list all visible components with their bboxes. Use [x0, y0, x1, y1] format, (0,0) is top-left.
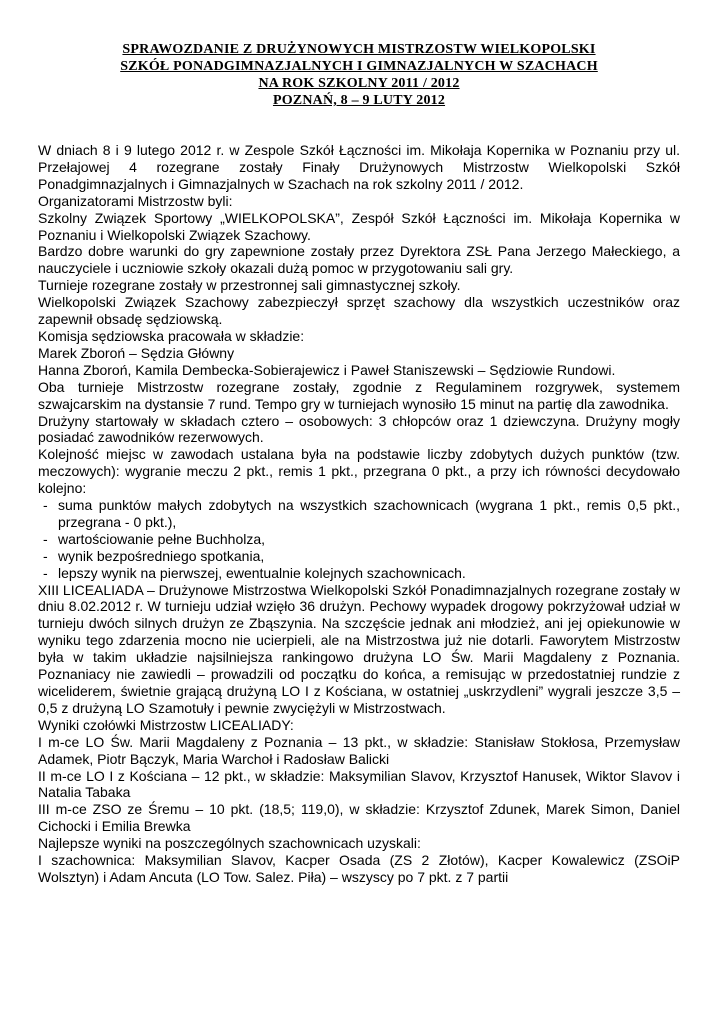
tiebreak-item-text: wynik bezpośredniego spotkania,	[58, 547, 265, 564]
paragraph-venue: Turnieje rozegrane zostały w przestronnej sali gimnastycznej szkoły.	[38, 277, 461, 294]
paragraph-ranking-rules: Kolejność miejsc w zawodach ustalana była na podstawie liczby zdobytych dużych punktów (tzw. meczowych): wygranie meczu 2 pkt., remis 1 pkt., przegrana 0 pkt., a przy ich równości decydowało kolejno:	[38, 446, 680, 497]
paragraph-organizers-list: Szkolny Związek Sportowy „WIELKOPOLSKA”, Zespół Szkół Łączności im. Mikołaja Kopernika w Poznaniu i Wielkopolski Związek Szachowy.	[38, 209, 680, 243]
best-boards-heading: Najlepsze wyniki na poszczególnych szachownicach uzyskali:	[38, 835, 421, 852]
tiebreak-item-board-results	[38, 565, 680, 582]
title-line-2: SZKÓŁ PONADGIMNAZJALNYCH I GIMNAZJALNYCH W SZACHACH	[120, 59, 598, 74]
results-entry-third-place: III m-ce ZSO ze Śremu – 10 pkt. (18,5; 119,0), w składzie: Krzysztof Zdunek, Marek Simon, Daniel Cichocki i Emilia Brewka	[38, 801, 680, 835]
paragraph-round-referees: Hanna Zboroń, Kamila Dembecka-Sobierajewicz i Paweł Staniszewski – Sędziowie Rundowi.	[38, 361, 616, 378]
hyphen-bullet-marker: -	[43, 564, 48, 581]
document-body	[38, 142, 680, 886]
paragraph-conditions: Bardzo dobre warunki do gry zapewnione zostały przez Dyrektora ZSŁ Pana Jerzego Małeckiego, a nauczyciele i uczniowie szkoły okazali dużą pomoc w przygotowaniu sali gry.	[38, 243, 680, 277]
paragraph-organizers-label: Organizatorami Mistrzostw byli:	[38, 192, 233, 209]
paragraph-referees-label: Komisja sędziowska pracowała w składzie:	[38, 327, 305, 344]
tiebreak-item-text: lepszy wynik na pierwszej, ewentualnie kolejnych szachownicach.	[58, 564, 466, 581]
tiebreak-list	[38, 497, 680, 582]
tiebreak-item-text: wartościowanie pełne Buchholza,	[58, 530, 266, 547]
paragraph-chief-referee: Marek Zboroń – Sędzia Główny	[38, 344, 235, 361]
results-entry-second-place: II m-ce LO I z Kościana – 12 pkt., w składzie: Maksymilian Slavov, Krzysztof Hanusek, Wiktor Slavov i Natalia Tabaka	[38, 767, 680, 801]
tiebreak-item-text: suma punktów małych zdobytych na wszystkich szachownicach (wygrana 1 pkt., remis 0,5 pkt., przegrana - 0 pkt.),	[58, 497, 680, 530]
paragraph-tournament-system: Oba turnieje Mistrzostw rozegrane zostały, zgodnie z Regulaminem rozgrywek, systemem szwajcarskim na dystansie 7 rund. Tempo gry w turniejach wynosiło 15 minut na partię dla zawodnika.	[38, 378, 680, 412]
tiebreak-item-small-points	[38, 497, 680, 531]
paragraph-equipment: Wielkopolski Związek Szachowy zabezpieczył sprzęt szachowy dla wszystkich uczestników oraz zapewnił obsadę sędziowską.	[38, 294, 680, 328]
hyphen-bullet-marker: -	[43, 547, 48, 564]
title-line-4: POZNAŃ, 8 – 9 LUTY 2012	[272, 93, 446, 108]
results-heading: Wyniki czołówki Mistrzostw LICEALIADY:	[38, 716, 294, 733]
hyphen-bullet-marker: -	[43, 530, 48, 547]
document-title	[38, 41, 680, 109]
best-boards-entry-board-1: I szachownica: Maksymilian Slavov, Kacper Osada (ZS 2 Złotów), Kacper Kowalewicz (ZSOiP Wolsztyn) i Adam Ancuta (LO Tow. Salez. Piła) – wszyscy po 7 pkt. z 7 partii	[38, 852, 680, 885]
title-line-3: NA ROK SZKOLNY 2011 / 2012	[258, 76, 460, 91]
tiebreak-item-direct-match	[38, 548, 680, 565]
hyphen-bullet-marker: -	[43, 497, 48, 514]
paragraph-team-composition: Drużyny startowały w składach cztero – osobowych: 3 chłopców oraz 1 dziewczyna. Drużyny mogły posiadać zawodników rezerwowych.	[38, 412, 680, 446]
tiebreak-item-buchholz	[38, 531, 680, 548]
paragraph-event-overview: W dniach 8 i 9 lutego 2012 r. w Zespole Szkół Łączności im. Mikołaja Kopernika w Poznaniu przy ul. Przełajowej 4 rozegrane zostały Finały Drużynowych Mistrzostw Wielkopolski Szkół Ponadgimnazjalnych i Gimnazjalnych w Szachach na rok szkolny 2011 / 2012.	[38, 142, 680, 192]
title-line-1: SPRAWOZDANIE Z DRUŻYNOWYCH MISTRZOSTW WIELKOPOLSKI	[122, 42, 596, 57]
results-entry-first-place: I m-ce LO Św. Marii Magdaleny z Poznania – 13 pkt., w składzie: Stanisław Stokłosa, Przemysław Adamek, Piotr Bączyk, Maria Warchoł i Radosław Balicki	[38, 733, 680, 767]
paragraph-licealiada-report: XIII LICEALIADA – Drużynowe Mistrzostwa Wielkopolski Szkół Ponadimnazjalnych rozegrane zostały w dniu 8.02.2012 r. W turnieju udział wzięło 36 drużyn. Pechowy wypadek drogowy pokrzyżował udział w turnieju dwóch silnych drużyn ze Zbąszynia. Na szczęście jednak ani młodzież, ani jej opiekunowie w wyniku tego zdarzenia mocno nie ucierpieli, ale na Mistrzostwa już nie dotarli. Faworytem Mistrzostw była w takim układzie najsilniejsza rankingowo drużyna LO Św. Marii Magdaleny z Poznania. Poznaniacy nie zawiedli – prowadzili od początku do końca, a remisując w przedostatniej rundzie z wiceliderem, świetnie grającą drużyną LO I z Kościana, w ostatniej „uskrzydleni” wygrali jeszcze 3,5 – 0,5 z drużyną LO Szamotuły i pewnie zwyciężyli w Mistrzostwach.	[38, 581, 680, 716]
